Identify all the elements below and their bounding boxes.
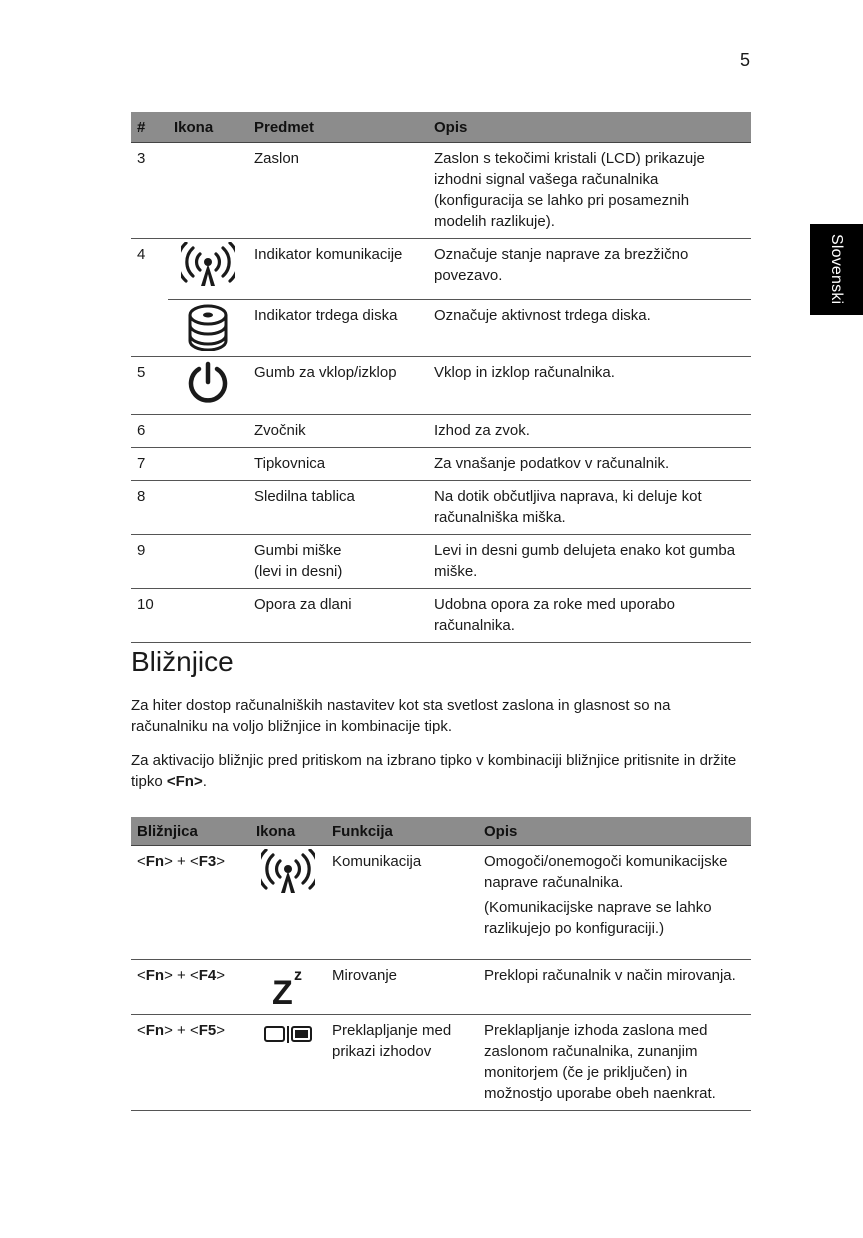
row-num: 5 bbox=[131, 357, 168, 415]
table-row bbox=[131, 239, 751, 300]
row-icon bbox=[168, 589, 248, 643]
row-num: 6 bbox=[131, 415, 168, 448]
header-icon: Ikona bbox=[168, 112, 248, 143]
row-num: 8 bbox=[131, 481, 168, 535]
page-number: 5 bbox=[739, 50, 750, 70]
row-item: Tipkovnica bbox=[248, 448, 428, 481]
row-item bbox=[248, 535, 428, 589]
row-icon bbox=[250, 960, 326, 1015]
row-icon bbox=[168, 535, 248, 589]
table-row bbox=[131, 143, 751, 239]
row-icon bbox=[168, 415, 248, 448]
header-num: # bbox=[131, 112, 168, 143]
row-icon bbox=[168, 448, 248, 481]
key-f5: F5 bbox=[198, 1022, 217, 1039]
key-lt: < bbox=[137, 853, 146, 870]
key-lt: < bbox=[137, 967, 146, 984]
row-num: 10 bbox=[131, 589, 168, 643]
row-item-line2: (levi in desni) bbox=[254, 563, 343, 580]
section-title: Bližnjice bbox=[131, 646, 234, 677]
table-row bbox=[131, 1015, 751, 1111]
power-icon bbox=[185, 360, 231, 406]
row-item: Sledilna tablica bbox=[248, 481, 428, 535]
row-shortcut bbox=[131, 846, 250, 960]
sleep-icon-big-z: Z bbox=[272, 974, 293, 1007]
row-icon bbox=[250, 846, 326, 960]
wireless-icon bbox=[261, 849, 315, 895]
header-function: Funkcija bbox=[326, 817, 478, 846]
row-icon bbox=[168, 357, 248, 415]
row-icon bbox=[250, 1015, 326, 1111]
key-plus: > + < bbox=[164, 853, 199, 870]
key-fn: Fn bbox=[145, 967, 165, 984]
row-item: Indikator komunikacije bbox=[248, 239, 428, 300]
row-function: Mirovanje bbox=[326, 960, 478, 1015]
row-function: Preklapljanje med prikazi izhodov bbox=[326, 1015, 478, 1111]
header-shortcut: Bližnjica bbox=[131, 817, 250, 846]
row-icon bbox=[168, 481, 248, 535]
key-gt: > bbox=[216, 853, 225, 870]
row-desc-p2: (Komunikacijske naprave se lahko razlikujejo po konfiguraciji.) bbox=[484, 899, 712, 937]
row-item: Zaslon bbox=[248, 143, 428, 239]
row-num: 3 bbox=[131, 143, 168, 239]
components-table bbox=[131, 112, 751, 643]
row-item: Opora za dlani bbox=[248, 589, 428, 643]
key-f3: F3 bbox=[198, 853, 217, 870]
key-f4: F4 bbox=[198, 967, 217, 984]
table-row bbox=[131, 589, 751, 643]
table-header-row bbox=[131, 817, 751, 846]
row-desc-p1: Omogoči/onemogoči komunikacijske naprave računalnika. bbox=[484, 853, 728, 891]
header-desc: Opis bbox=[428, 112, 751, 143]
language-tab-label: Slovenski bbox=[828, 234, 845, 305]
key-fn: Fn bbox=[145, 853, 165, 870]
row-icon bbox=[168, 143, 248, 239]
key-gt: > bbox=[216, 1022, 225, 1039]
intro2-text: Za aktivacijo bližnjic pred pritiskom na izbrano tipko v kombinaciji bližnjice pritisnite in držite tipko bbox=[131, 752, 737, 790]
row-desc: Preklopi računalnik v način mirovanja. bbox=[478, 960, 751, 1015]
row-desc: Za vnašanje podatkov v računalnik. bbox=[428, 448, 751, 481]
row-item-line1: Gumbi miške bbox=[254, 542, 342, 559]
row-shortcut bbox=[131, 1015, 250, 1111]
header-desc: Opis bbox=[478, 817, 751, 846]
row-item: Zvočnik bbox=[248, 415, 428, 448]
row-item: Indikator trdega diska bbox=[248, 300, 428, 357]
intro-paragraph: Za hiter dostop računalniških nastavitev kot sta svetlost zaslona in glasnost so na računalniku na voljo bližnjice in kombinacije tipk. bbox=[131, 697, 671, 735]
sleep-icon bbox=[266, 963, 310, 1007]
table-row bbox=[131, 357, 751, 415]
row-num bbox=[131, 300, 168, 357]
row-icon bbox=[168, 239, 248, 300]
row-desc bbox=[478, 846, 751, 960]
intro2-suffix: . bbox=[202, 773, 207, 790]
key-plus: > + < bbox=[164, 1022, 199, 1039]
wireless-icon bbox=[181, 242, 235, 288]
hard-disk-icon bbox=[185, 303, 231, 351]
key-plus: > + < bbox=[164, 967, 199, 984]
sleep-icon-small-z: z bbox=[294, 967, 302, 984]
header-item: Predmet bbox=[248, 112, 428, 143]
row-item: Gumb za vklop/izklop bbox=[248, 357, 428, 415]
row-num: 4 bbox=[137, 246, 146, 263]
row-desc: Označuje aktivnost trdega diska. bbox=[428, 300, 751, 357]
shortcuts-table bbox=[131, 817, 751, 1111]
row-icon bbox=[168, 300, 248, 357]
language-tab bbox=[810, 224, 863, 315]
key-lt: < bbox=[137, 1022, 146, 1039]
header-icon: Ikona bbox=[250, 817, 326, 846]
row-desc: Označuje stanje naprave za brezžično povezavo. bbox=[428, 239, 751, 300]
intro-paragraph-fn bbox=[131, 750, 751, 792]
table-row bbox=[131, 960, 751, 1015]
row-desc: Vklop in izklop računalnika. bbox=[428, 357, 751, 415]
key-fn: Fn bbox=[145, 1022, 165, 1039]
display-toggle-icon bbox=[262, 1023, 314, 1047]
table-row bbox=[131, 535, 751, 589]
row-desc: Udobna opora za roke med uporabo računalnika. bbox=[428, 589, 751, 643]
row-desc: Preklapljanje izhoda zaslona med zaslonom računalnika, zunanjim monitorjem (če je priključen) in možnostjo uporabe obeh naenkrat. bbox=[478, 1015, 751, 1111]
row-function: Komunikacija bbox=[326, 846, 478, 960]
row-desc: Levi in desni gumb delujeta enako kot gumba miške. bbox=[428, 535, 751, 589]
row-num: 7 bbox=[131, 448, 168, 481]
row-shortcut bbox=[131, 960, 250, 1015]
row-num: 9 bbox=[131, 535, 168, 589]
table-row bbox=[131, 481, 751, 535]
table-row bbox=[131, 448, 751, 481]
row-desc: Na dotik občutljiva naprava, ki deluje kot računalniška miška. bbox=[428, 481, 751, 535]
key-gt: > bbox=[216, 967, 225, 984]
row-desc: Zaslon s tekočimi kristali (LCD) prikazuje izhodni signal vašega računalnika (konfiguracija se lahko pri posameznih modelih razlikuje). bbox=[428, 143, 751, 239]
table-row bbox=[131, 846, 751, 960]
fn-key: <Fn> bbox=[166, 773, 203, 790]
row-desc: Izhod za zvok. bbox=[428, 415, 751, 448]
table-header-row bbox=[131, 112, 751, 143]
table-row bbox=[131, 415, 751, 448]
table-row bbox=[131, 300, 751, 357]
